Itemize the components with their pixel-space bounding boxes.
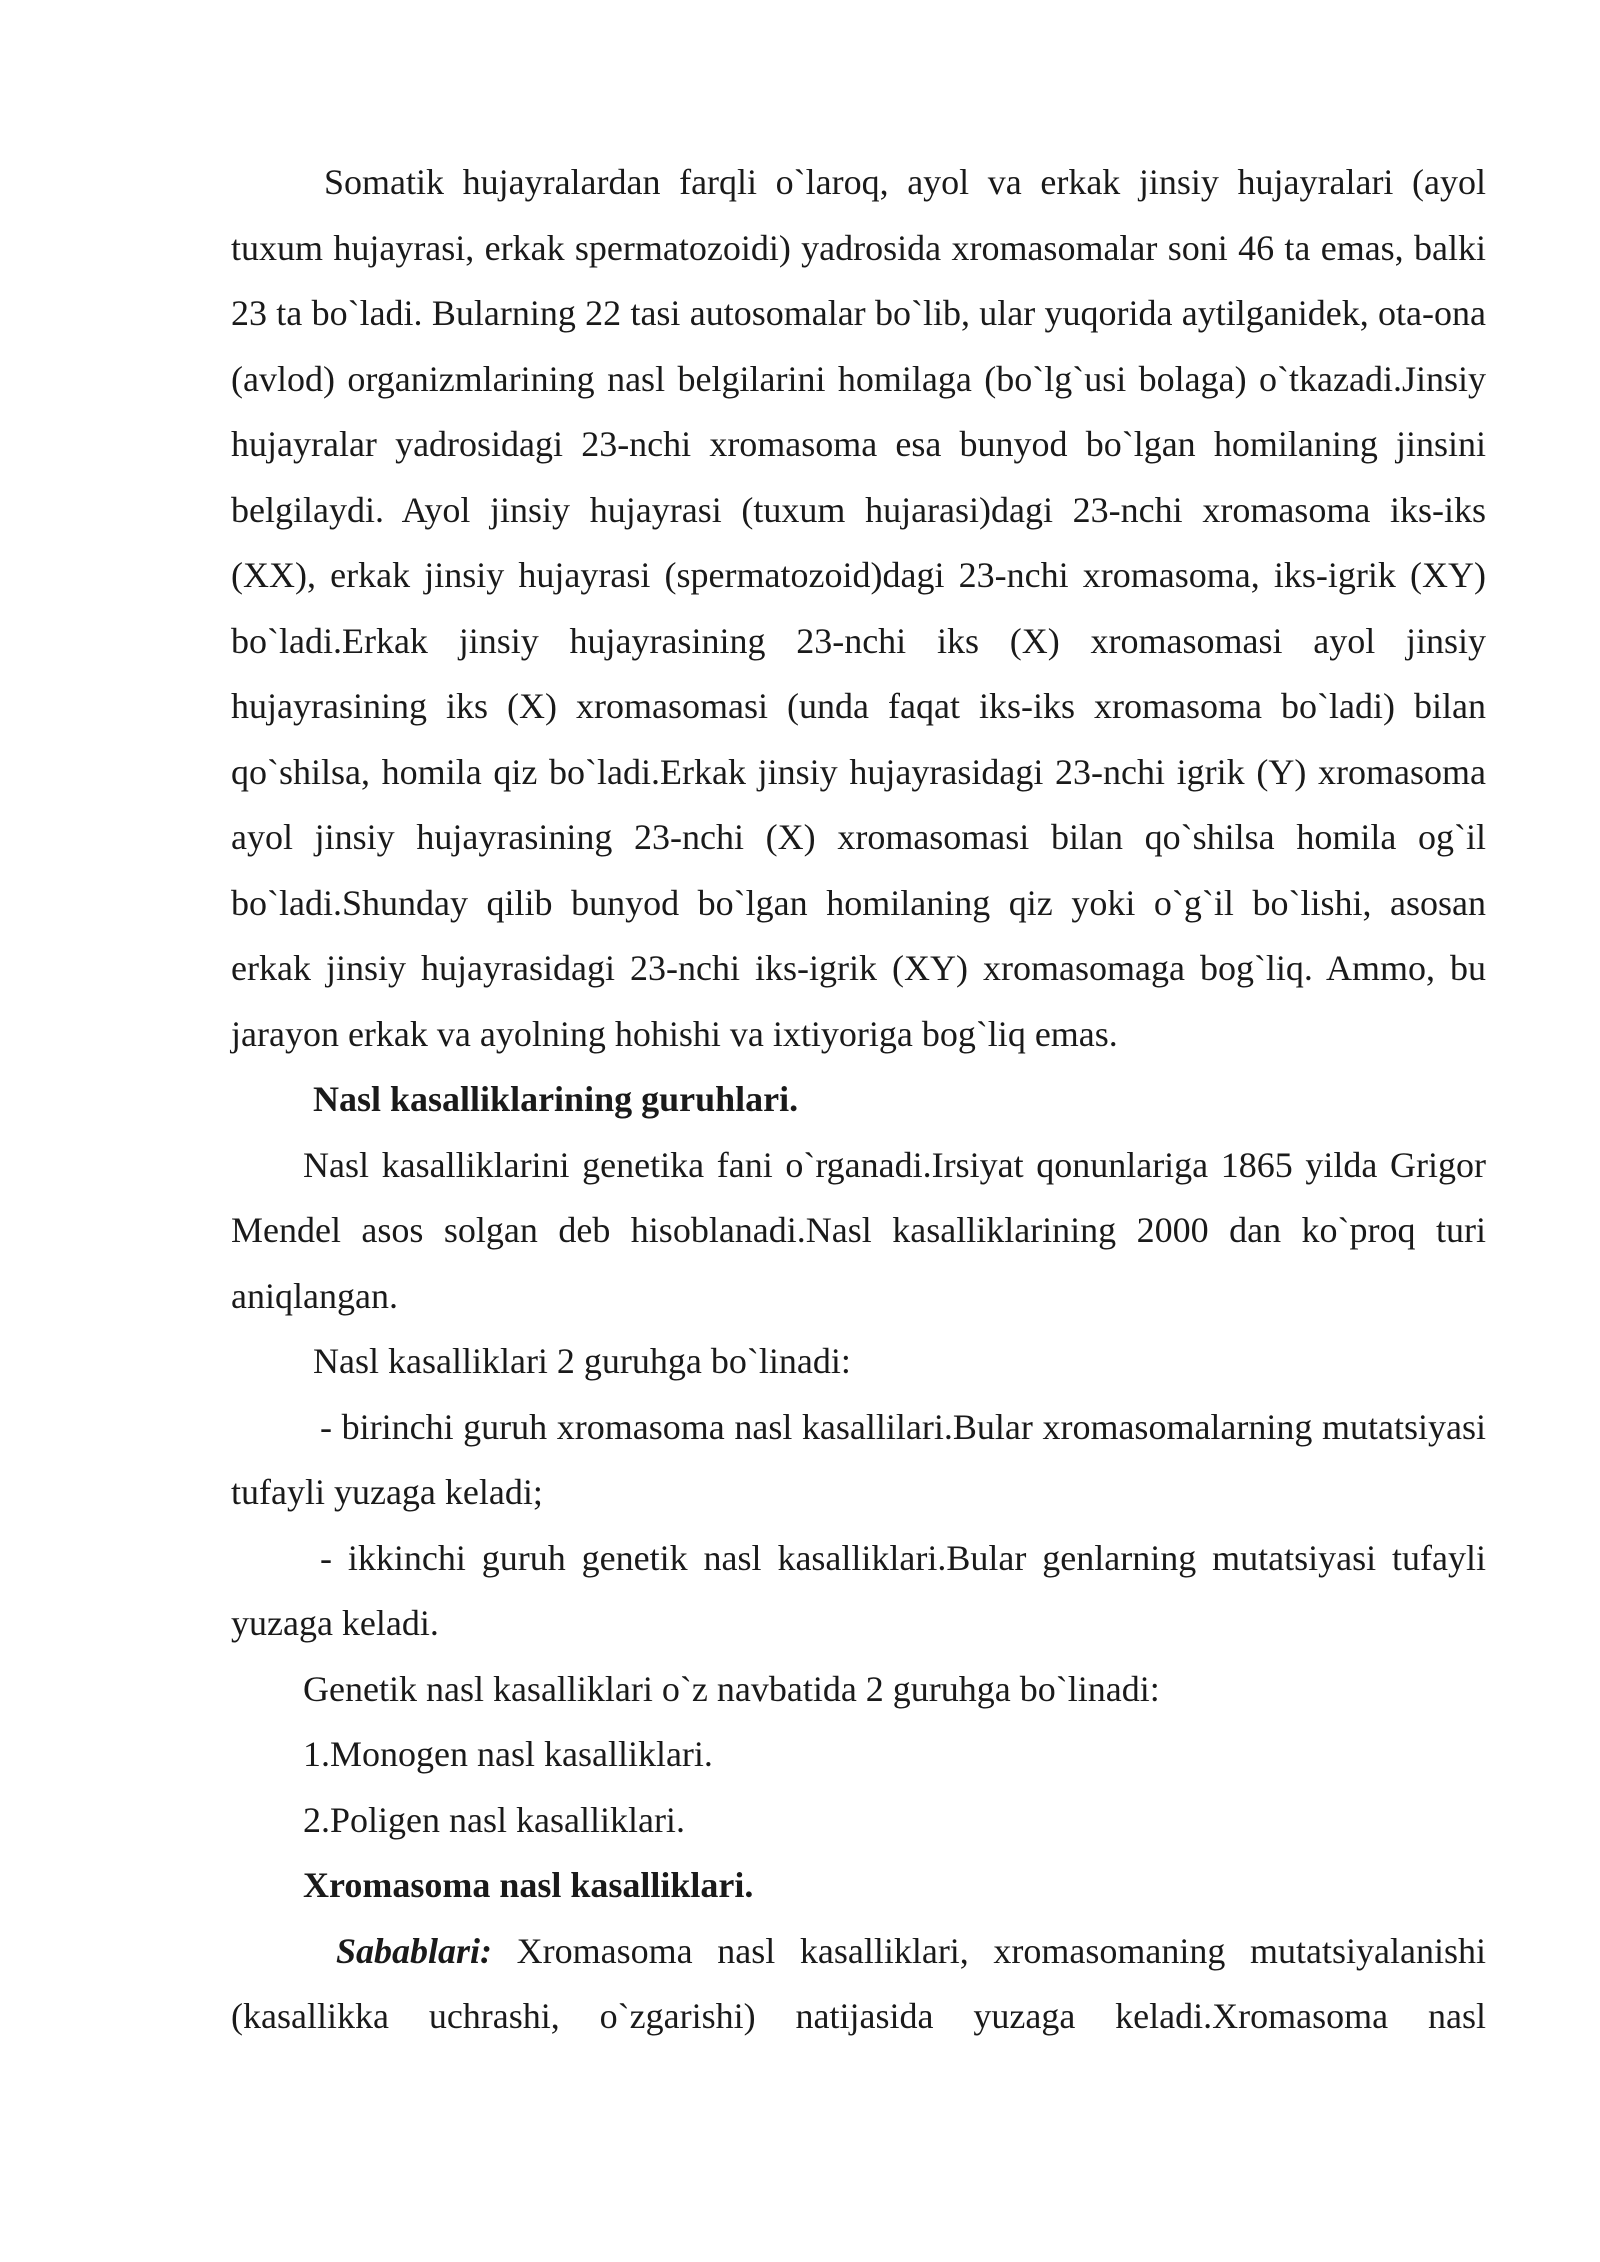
paragraph-genetics-intro: Nasl kasalliklarini genetika fani o`rganadi.Irsiyat qonunlariga 1865 yilda Grigor Mendel asos solgan deb hisoblanadi.Nasl kasalliklarining 2000 dan ko`proq turi aniqlangan.: [231, 1144, 1486, 1316]
numbered-item-poligen: 2.Poligen nasl kasalliklari.: [303, 1799, 685, 1840]
heading-hereditary-disease-groups: Nasl kasalliklarining guruhlari.: [313, 1079, 799, 1119]
list-item-second-group: - ikkinchi guruh genetik nasl kasalliklari.Bular genlarning mutatsiyasi tufayli yuzaga keladi.: [231, 1537, 1486, 1643]
document-body: [231, 150, 1486, 2050]
causes-label: Sabablari:: [336, 1930, 493, 1971]
numbered-item-monogen: 1.Monogen nasl kasalliklari.: [303, 1734, 713, 1774]
heading-chromosome-diseases: Xromasoma nasl kasalliklari.: [303, 1865, 754, 1905]
causes-text: Xromasoma nasl kasalliklari, xromasomaning mutatsiyalanishi (kasallikka uchrashi, o`zgarishi) natijasida yuzaga keladi.Xromasoma nasl: [231, 1930, 1486, 2036]
paragraph-causes: [231, 1919, 1486, 2050]
list-item-first-group: - birinchi guruh xromasoma nasl kasallilari.Bular xromasomalarning mutatsiyasi tufayli yuzaga keladi;: [231, 1406, 1486, 1512]
paragraph-two-groups: Nasl kasalliklari 2 guruhga bo`linadi:: [313, 1341, 851, 1381]
paragraph-genetic-subgroups: Genetik nasl kasalliklari o`z navbatida 2 guruhga bo`linadi:: [303, 1668, 1160, 1709]
paragraph-sex-cells: Somatik hujayralardan farqli o`laroq, ayol va erkak jinsiy hujayralari (ayol tuxum hujayrasi, erkak spermatozoidi) yadrosida xromasomalar soni 46 ta emas, balki 23 ta bo`ladi. Bularning 22 tasi autosomalar bo`lib, ular yuqorida aytilganidek, ota-ona (avlod) organizmlarining nasl belgilarini homilaga (bo`lg`usi bolaga) o`tkazadi.Jinsiy hujayralar yadrosidagi 23-nchi xromasoma esa bunyod bo`lgan homilaning jinsini belgilaydi. Ayol jinsiy hujayrasi (tuxum hujarasi)dagi 23-nchi xromasoma iks-iks (XX), erkak jinsiy hujayrasi (spermatozoid)dagi 23-nchi xromasoma, iks-igrik (XY) bo`ladi.Erkak jinsiy hujayrasining 23-nchi iks (X) xromasomasi ayol jinsiy hujayrasining iks (X) xromasomasi (unda faqat iks-iks xromasoma bo`ladi) bilan qo`shilsa, homila qiz bo`ladi.Erkak jinsiy hujayrasidagi 23-nchi igrik (Y) xromasoma ayol jinsiy hujayrasining 23-nchi (X) xromasomasi bilan qo`shilsa homila og`il bo`ladi.Shunday qilib bunyod bo`lgan homilaning qiz yoki o`g`il bo`lishi, asosan erkak jinsiy hujayrasidagi 23-nchi iks-igrik (XY) xromasomaga bog`liq. Ammo, bu jarayon erkak va ayolning hohishi va ixtiyoriga bog`liq emas.: [231, 162, 1486, 1054]
